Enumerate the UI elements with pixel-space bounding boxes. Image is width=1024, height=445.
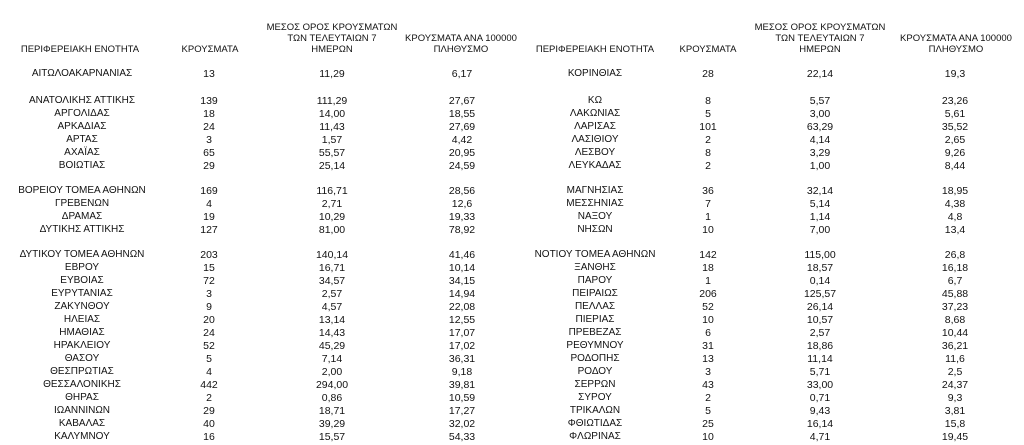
cell-avg7: 2,57 xyxy=(809,327,831,339)
cell-region: ΛΕΣΒΟΥ xyxy=(574,147,616,158)
cell-avg7: 15,57 xyxy=(318,431,346,443)
cell-per100k: 35,52 xyxy=(941,121,969,133)
cell-avg7: 4,71 xyxy=(809,431,831,443)
cell-region: ΠΙΕΡΙΑΣ xyxy=(575,314,615,325)
cell-per100k: 78,92 xyxy=(448,224,476,236)
cell-cases: 5 xyxy=(705,108,711,120)
cell-cases: 16 xyxy=(203,431,215,443)
cell-region: ΑΡΚΑΔΙΑΣ xyxy=(57,121,107,132)
cell-cases: 20 xyxy=(203,314,215,326)
cell-avg7: 14,43 xyxy=(318,327,346,339)
cell-avg7: 116,71 xyxy=(316,185,348,197)
cell-avg7: 10,57 xyxy=(806,314,834,326)
cell-avg7: 55,57 xyxy=(318,147,346,159)
cell-avg7: 294,00 xyxy=(315,379,349,391)
cell-cases: 36 xyxy=(702,185,714,197)
cell-cases: 31 xyxy=(702,340,714,352)
cell-per100k: 17,27 xyxy=(448,405,476,417)
cell-avg7: 5,57 xyxy=(809,95,831,107)
cell-avg7: 9,43 xyxy=(809,405,831,417)
cell-avg7: 26,14 xyxy=(806,301,834,313)
cell-per100k: 11,6 xyxy=(945,353,965,365)
cell-per100k: 17,02 xyxy=(448,340,476,352)
cell-avg7: 18,57 xyxy=(806,262,834,274)
cell-cases: 6 xyxy=(705,327,711,339)
right-header-avg7 xyxy=(750,22,890,55)
cell-per100k: 6,17 xyxy=(451,68,473,80)
cell-avg7: 16,71 xyxy=(318,262,346,274)
cell-region: ΣΕΡΡΩΝ xyxy=(574,379,616,390)
cell-region: ΘΕΣΠΡΩΤΙΑΣ xyxy=(50,366,114,377)
cell-region: ΑΡΤΑΣ xyxy=(66,134,98,145)
cell-per100k: 54,33 xyxy=(448,431,476,443)
cell-cases: 1 xyxy=(705,211,711,223)
cell-per100k: 22,08 xyxy=(448,301,476,313)
cell-per100k: 24,59 xyxy=(448,160,476,172)
header-line: ΤΩΝ ΤΕΛΕΥΤΑΙΩΝ 7 xyxy=(287,33,377,44)
cell-per100k: 10,14 xyxy=(448,262,476,274)
cell-avg7: 0,14 xyxy=(809,275,831,287)
cell-per100k: 14,94 xyxy=(448,288,476,300)
cell-cases: 206 xyxy=(699,288,717,300)
cell-cases: 2 xyxy=(206,392,212,404)
cell-avg7: 4,14 xyxy=(809,134,831,146)
cell-avg7: 45,29 xyxy=(318,340,346,352)
cell-cases: 127 xyxy=(200,224,218,236)
cell-avg7: 16,14 xyxy=(806,418,834,430)
cell-cases: 18 xyxy=(702,262,714,274)
cell-per100k: 2,65 xyxy=(944,134,966,146)
cell-avg7: 14,00 xyxy=(318,108,346,120)
cell-region: ΠΕΛΛΑΣ xyxy=(574,301,616,312)
cell-avg7: 1,57 xyxy=(321,134,343,146)
header-line: ΗΜΕΡΩΝ xyxy=(311,44,353,55)
cell-avg7: 2,00 xyxy=(321,366,343,378)
cell-region: ΚΩ xyxy=(587,95,603,106)
cell-cases: 9 xyxy=(206,301,212,313)
cell-per100k: 17,07 xyxy=(448,327,476,339)
cell-avg7: 10,29 xyxy=(318,211,346,223)
cell-cases: 29 xyxy=(203,160,215,172)
cell-avg7: 22,14 xyxy=(806,68,834,80)
cell-cases: 24 xyxy=(203,121,215,133)
cell-cases: 442 xyxy=(200,379,218,391)
cell-avg7: 11,14 xyxy=(807,353,833,365)
cell-avg7: 2,57 xyxy=(321,288,343,300)
cell-region: ΠΕΙΡΑΙΩΣ xyxy=(572,288,618,299)
cell-cases: 5 xyxy=(206,353,212,365)
cell-per100k: 34,15 xyxy=(448,275,476,287)
cell-cases: 52 xyxy=(203,340,215,352)
cell-cases: 10 xyxy=(702,314,714,326)
header-line: ΚΡΟΥΣΜΑΤΑ ΑΝΑ 100000 xyxy=(405,33,517,44)
cell-per100k: 27,69 xyxy=(448,121,476,133)
cell-per100k: 13,4 xyxy=(944,224,966,236)
cell-region: ΔΡΑΜΑΣ xyxy=(61,211,103,222)
cell-region: ΔΥΤΙΚΗΣ ΑΤΤΙΚΗΣ xyxy=(39,224,125,235)
header-line: ΚΡΟΥΣΜΑΤΑ ΑΝΑ 100000 xyxy=(900,33,1012,44)
cell-per100k: 5,61 xyxy=(944,108,966,120)
cell-cases: 13 xyxy=(203,68,215,80)
cell-cases: 203 xyxy=(200,249,218,261)
cell-cases: 101 xyxy=(699,121,717,133)
cell-cases: 139 xyxy=(200,95,218,107)
cell-avg7: 39,29 xyxy=(318,418,346,430)
cell-avg7: 125,57 xyxy=(803,288,837,300)
cell-cases: 19 xyxy=(203,211,215,223)
cell-region: ΔΥΤΙΚΟΥ ΤΟΜΕΑ ΑΘΗΝΩΝ xyxy=(19,249,145,260)
cell-region: ΑΙΤΩΛΟΑΚΑΡΝΑΝΙΑΣ xyxy=(31,68,133,79)
cell-per100k: 10,44 xyxy=(941,327,969,339)
left-header-per100k xyxy=(395,33,527,55)
cell-region: ΒΟΡΕΙΟΥ ΤΟΜΕΑ ΑΘΗΝΩΝ xyxy=(18,185,146,196)
cell-avg7: 32,14 xyxy=(806,185,834,197)
cell-region: ΘΗΡΑΣ xyxy=(65,392,99,403)
cell-per100k: 32,02 xyxy=(448,418,476,430)
cell-region: ΑΡΓΟΛΙΔΑΣ xyxy=(54,108,110,119)
cell-per100k: 27,67 xyxy=(448,95,476,107)
header-line: ΗΜΕΡΩΝ xyxy=(799,44,841,55)
cell-per100k: 20,95 xyxy=(448,147,476,159)
cell-per100k: 26,8 xyxy=(944,249,966,261)
cell-region: ΣΥΡΟΥ xyxy=(578,392,612,403)
cell-per100k: 16,18 xyxy=(941,262,969,274)
cell-cases: 8 xyxy=(705,95,711,107)
cell-avg7: 140,14 xyxy=(315,249,349,261)
left-header-cases: ΚΡΟΥΣΜΑΤΑ xyxy=(181,44,239,55)
cell-avg7: 13,14 xyxy=(318,314,346,326)
header-line: ΜΕΣΟΣ ΟΡΟΣ ΚΡΟΥΣΜΑΤΩΝ xyxy=(754,22,886,33)
cell-avg7: 63,29 xyxy=(806,121,834,133)
cell-region: ΘΕΣΣΑΛΟΝΙΚΗΣ xyxy=(43,379,121,390)
cell-cases: 4 xyxy=(206,198,212,210)
cell-cases: 43 xyxy=(702,379,714,391)
cell-cases: 15 xyxy=(203,262,215,274)
cell-cases: 3 xyxy=(206,288,212,300)
cell-cases: 72 xyxy=(203,275,215,287)
cell-per100k: 2,5 xyxy=(947,366,963,378)
cell-region: ΚΑΛΥΜΝΟΥ xyxy=(54,431,110,442)
cell-region: ΡΟΔΟΥ xyxy=(577,366,613,377)
cell-region: ΕΥΡΥΤΑΝΙΑΣ xyxy=(51,288,113,299)
cell-cases: 2 xyxy=(705,392,711,404)
right-header-region: ΠΕΡΙΦΕΡΕΙΑΚΗ ΕΝΟΤΗΤΑ xyxy=(535,44,655,55)
cell-cases: 29 xyxy=(203,405,215,417)
cell-cases: 2 xyxy=(705,134,711,146)
cell-region: ΦΘΙΩΤΙΔΑΣ xyxy=(567,418,623,429)
cell-region: ΕΒΡΟΥ xyxy=(64,262,100,273)
cell-per100k: 36,21 xyxy=(941,340,969,352)
cell-avg7: 5,71 xyxy=(809,366,831,378)
cell-avg7: 25,14 xyxy=(318,160,346,172)
cell-cases: 142 xyxy=(699,249,717,261)
cell-region: ΛΑΣΙΘΙΟΥ xyxy=(571,134,619,145)
cell-region: ΘΑΣΟΥ xyxy=(64,353,100,364)
cell-per100k: 10,59 xyxy=(448,392,476,404)
cell-cases: 7 xyxy=(705,198,711,210)
cell-region: ΞΑΝΘΗΣ xyxy=(574,262,616,273)
cell-region: ΜΑΓΝΗΣΙΑΣ xyxy=(566,185,624,196)
cell-region: ΖΑΚΥΝΘΟΥ xyxy=(54,301,110,312)
cell-cases: 4 xyxy=(206,366,212,378)
header-line: ΜΕΣΟΣ ΟΡΟΣ ΚΡΟΥΣΜΑΤΩΝ xyxy=(266,22,398,33)
cell-per100k: 41,46 xyxy=(448,249,476,261)
cell-cases: 25 xyxy=(702,418,714,430)
cell-per100k: 4,38 xyxy=(944,198,966,210)
cell-region: ΜΕΣΣΗΝΙΑΣ xyxy=(566,198,624,209)
cell-avg7: 18,86 xyxy=(806,340,834,352)
cell-per100k: 28,56 xyxy=(448,185,476,197)
cell-region: ΓΡΕΒΕΝΩΝ xyxy=(54,198,110,209)
cell-per100k: 18,55 xyxy=(448,108,476,120)
cell-per100k: 36,31 xyxy=(448,353,476,365)
cell-per100k: 9,3 xyxy=(947,392,963,404)
cell-cases: 8 xyxy=(705,147,711,159)
left-header-avg7 xyxy=(262,22,402,55)
cell-avg7: 7,14 xyxy=(321,353,343,365)
cell-region: ΚΑΒΑΛΑΣ xyxy=(58,418,106,429)
cell-region: ΙΩΑΝΝΙΝΩΝ xyxy=(53,405,111,416)
cell-avg7: 5,14 xyxy=(809,198,831,210)
cell-cases: 10 xyxy=(702,431,714,443)
cell-region: ΑΧΑΪΑΣ xyxy=(64,147,100,158)
cell-per100k: 4,8 xyxy=(947,211,963,223)
cell-region: ΑΝΑΤΟΛΙΚΗΣ ΑΤΤΙΚΗΣ xyxy=(28,95,136,106)
cell-cases: 3 xyxy=(705,366,711,378)
cell-cases: 5 xyxy=(705,405,711,417)
cell-region: ΒΟΙΩΤΙΑΣ xyxy=(58,160,106,171)
cell-cases: 28 xyxy=(702,68,714,80)
cell-region: ΡΟΔΟΠΗΣ xyxy=(570,353,620,364)
cell-per100k: 15,8 xyxy=(944,418,966,430)
cell-region: ΝΗΣΩΝ xyxy=(577,224,613,235)
cell-region: ΗΡΑΚΛΕΙΟΥ xyxy=(53,340,111,351)
cell-region: ΠΑΡΟΥ xyxy=(577,275,613,286)
cell-per100k: 12,55 xyxy=(448,314,476,326)
cell-avg7: 111,29 xyxy=(316,95,348,107)
cell-per100k: 45,88 xyxy=(941,288,969,300)
cell-region: ΚΟΡΙΝΘΙΑΣ xyxy=(567,68,623,79)
cell-per100k: 9,26 xyxy=(944,147,966,159)
cell-region: ΗΛΕΙΑΣ xyxy=(63,314,101,325)
cell-region: ΠΡΕΒΕΖΑΣ xyxy=(568,327,622,338)
cell-avg7: 1,14 xyxy=(809,211,831,223)
header-line: ΠΛΗΘΥΣΜΟ xyxy=(928,44,984,55)
cell-per100k: 3,81 xyxy=(944,405,966,417)
header-line: ΤΩΝ ΤΕΛΕΥΤΑΙΩΝ 7 xyxy=(775,33,865,44)
cell-avg7: 0,86 xyxy=(321,392,343,404)
cell-per100k: 9,18 xyxy=(451,366,473,378)
cell-avg7: 4,57 xyxy=(321,301,343,313)
cell-per100k: 19,45 xyxy=(941,431,969,443)
cell-region: ΝΟΤΙΟΥ ΤΟΜΕΑ ΑΘΗΝΩΝ xyxy=(534,249,656,260)
cell-region: ΝΑΞΟΥ xyxy=(577,211,613,222)
cell-avg7: 1,00 xyxy=(809,160,831,172)
cell-cases: 65 xyxy=(203,147,215,159)
cell-avg7: 18,71 xyxy=(318,405,346,417)
cell-region: ΡΕΘΥΜΝΟΥ xyxy=(566,340,624,351)
cell-avg7: 115,00 xyxy=(804,249,836,261)
cell-per100k: 8,44 xyxy=(944,160,966,172)
cell-cases: 10 xyxy=(702,224,714,236)
cell-per100k: 12,6 xyxy=(451,198,473,210)
cell-avg7: 34,57 xyxy=(318,275,346,287)
header-line: ΠΛΗΘΥΣΜΟ xyxy=(433,44,489,55)
cell-cases: 40 xyxy=(203,418,215,430)
cell-region: ΛΕΥΚΑΔΑΣ xyxy=(568,160,622,171)
cell-avg7: 2,71 xyxy=(321,198,343,210)
cell-per100k: 18,95 xyxy=(941,185,969,197)
right-header-per100k xyxy=(890,33,1022,55)
cell-avg7: 81,00 xyxy=(318,224,346,236)
cell-region: ΕΥΒΟΙΑΣ xyxy=(60,275,104,286)
cell-cases: 52 xyxy=(702,301,714,313)
cell-region: ΗΜΑΘΙΑΣ xyxy=(59,327,105,338)
cell-region: ΤΡΙΚΑΛΩΝ xyxy=(569,405,621,416)
cell-cases: 1 xyxy=(705,275,711,287)
cell-cases: 169 xyxy=(200,185,218,197)
cell-per100k: 6,7 xyxy=(947,275,963,287)
cell-per100k: 37,23 xyxy=(941,301,969,313)
cell-per100k: 8,68 xyxy=(944,314,966,326)
left-header-region: ΠΕΡΙΦΕΡΕΙΑΚΗ ΕΝΟΤΗΤΑ xyxy=(20,44,140,55)
cell-cases: 2 xyxy=(705,160,711,172)
cell-avg7: 0,71 xyxy=(809,392,831,404)
cell-avg7: 33,00 xyxy=(806,379,834,391)
cell-per100k: 24,37 xyxy=(941,379,969,391)
cell-avg7: 3,00 xyxy=(809,108,831,120)
cell-avg7: 11,29 xyxy=(319,68,345,80)
cell-avg7: 7,00 xyxy=(809,224,831,236)
cell-region: ΦΛΩΡΙΝΑΣ xyxy=(569,431,621,442)
cell-per100k: 19,33 xyxy=(448,211,476,223)
cell-per100k: 39,81 xyxy=(448,379,476,391)
cell-cases: 3 xyxy=(206,134,212,146)
cell-region: ΛΑΡΙΣΑΣ xyxy=(574,121,616,132)
cell-cases: 18 xyxy=(203,108,215,120)
cell-region: ΛΑΚΩΝΙΑΣ xyxy=(569,108,621,119)
cell-cases: 24 xyxy=(203,327,215,339)
right-header-cases: ΚΡΟΥΣΜΑΤΑ xyxy=(679,44,737,55)
cell-cases: 13 xyxy=(702,353,714,365)
cell-per100k: 4,42 xyxy=(451,134,473,146)
cell-per100k: 19,3 xyxy=(944,68,966,80)
cell-avg7: 11,43 xyxy=(319,121,345,133)
cell-avg7: 3,29 xyxy=(809,147,831,159)
cell-per100k: 23,26 xyxy=(941,95,969,107)
